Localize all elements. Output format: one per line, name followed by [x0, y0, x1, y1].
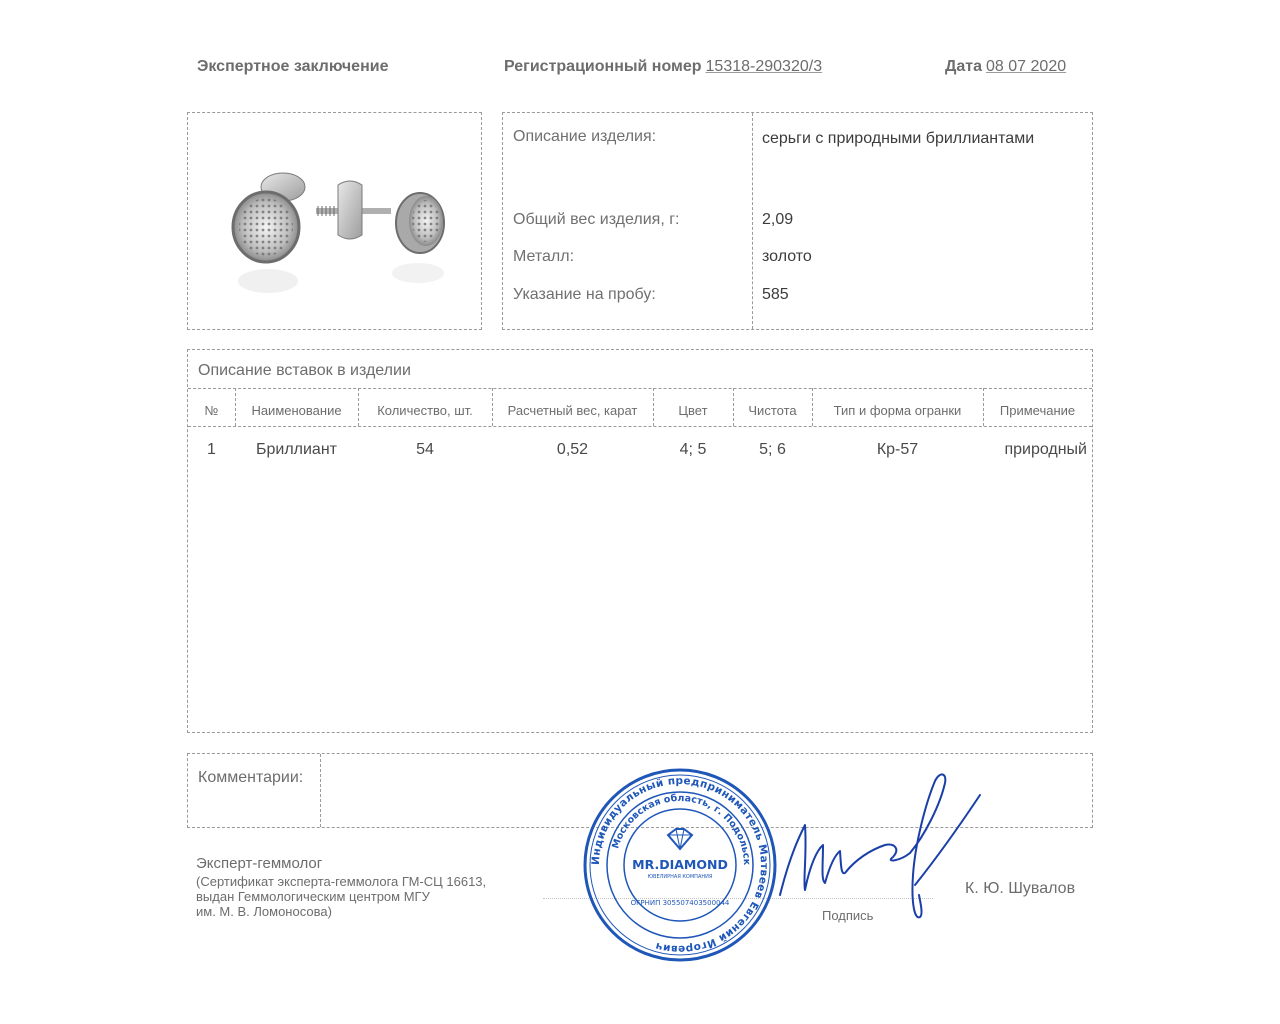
signature-label: Подпись [822, 908, 874, 923]
stamp-outer-text: Индивидуальный предприниматель Матвеев Евгений Игоревич [589, 774, 771, 956]
assay-value: 585 [762, 286, 789, 303]
cell-note: природный [1004, 441, 1087, 458]
earrings-image [188, 113, 481, 329]
total-weight-label: Общий вес изделия, г: [513, 211, 680, 228]
certificate-line: выдан Геммологическим центром МГУ [196, 889, 430, 904]
table-top-rule [188, 388, 1092, 389]
cell-name: Бриллиант [255, 441, 337, 458]
expert-title: Эксперт-геммолог [196, 855, 323, 872]
cell-clarity: 5; 6 [759, 441, 786, 458]
certificate-line: (Сертификат эксперта-геммолога ГМ-СЦ 16613, [196, 874, 487, 889]
handwritten-signature [775, 765, 990, 930]
document-title: Экспертное заключение [197, 58, 389, 75]
column-header-cut: Тип и форма огранки [833, 403, 962, 418]
description-divider [752, 113, 753, 329]
column-header-name: Наименование [251, 403, 342, 418]
company-stamp [582, 767, 778, 963]
metal-value: золото [762, 248, 812, 265]
date-value: 08 07 2020 [986, 58, 1067, 75]
total-weight-value: 2,09 [762, 211, 794, 228]
cell-number: 1 [207, 441, 216, 458]
certificate-line: им. М. В. Ломоносова) [196, 904, 332, 919]
stamp-brand-subtitle: ЮВЕЛИРНАЯ КОМПАНИЯ [647, 874, 713, 880]
cell-cut: Кр-57 [876, 441, 919, 458]
column-header-clarity: Чистота [748, 403, 797, 418]
document-date [945, 58, 1066, 76]
item-description-label: Описание изделия: [513, 128, 657, 145]
item-description-value: серьги с природными бриллиантами [762, 130, 1035, 147]
inserts-table [187, 349, 1093, 733]
column-header-quantity: Количество, шт. [377, 403, 473, 418]
expert-certificate [196, 874, 486, 919]
registration-label: Регистрационный номер [504, 58, 702, 75]
cell-quantity: 54 [416, 441, 434, 458]
registration-value: 15318-290320/3 [705, 58, 823, 75]
column-header-note: Примечание [999, 403, 1076, 418]
column-header-color: Цвет [678, 403, 708, 418]
assay-label: Указание на пробу: [513, 286, 656, 303]
column-header-number: № [204, 403, 219, 418]
inserts-title: Описание вставок в изделии [198, 362, 411, 379]
table-header-rule [188, 426, 1092, 427]
registration-number [504, 58, 822, 76]
column-header-weight: Расчетный вес, карат [507, 403, 638, 418]
item-description-box [502, 112, 1093, 330]
expert-name: К. Ю. Шувалов [965, 880, 1076, 897]
diamond-logo-icon [668, 829, 692, 849]
metal-label: Металл: [513, 248, 575, 265]
comments-label: Комментарии: [198, 769, 304, 786]
stamp-brand: MR.DIAMOND [632, 857, 728, 872]
cell-weight: 0,52 [556, 441, 589, 458]
comments-divider [320, 754, 321, 827]
product-photo-box [187, 112, 482, 330]
stamp-ogrn: ОГРНИП 305507403500044 [630, 899, 730, 907]
date-label: Дата [945, 58, 983, 75]
cell-color: 4; 5 [679, 441, 707, 458]
stamp-inner-text: Московская область, г. Подольск [610, 792, 753, 866]
